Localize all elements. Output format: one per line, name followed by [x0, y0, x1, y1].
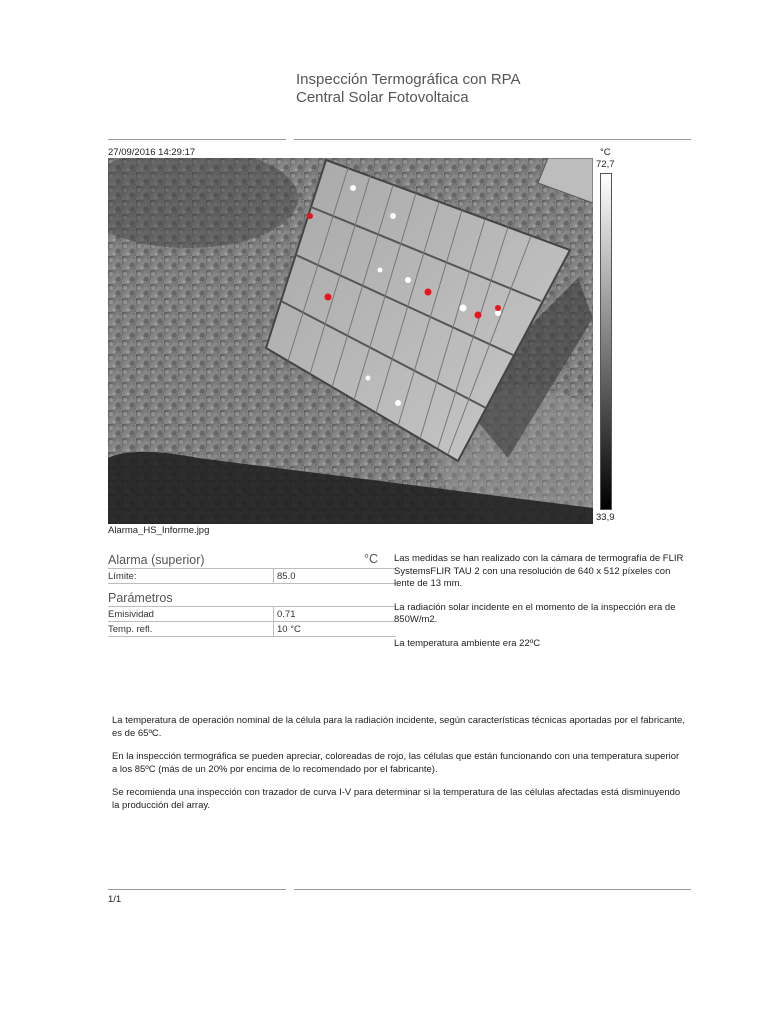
page-number: 1/1 [108, 894, 122, 905]
footer-rule-left [108, 889, 286, 890]
scale-unit: °C [600, 147, 611, 158]
alarm-limit-label: Límite: [108, 569, 274, 584]
table-row [108, 607, 396, 622]
hotspot-marker [307, 213, 313, 219]
parameters-heading: Parámetros [108, 591, 173, 605]
conclusions [112, 715, 687, 823]
refl-temp-value: 10 °C [274, 622, 397, 637]
note-camera: Las medidas se han realizado con la cámara de termografía de FLIR SystemsFLIR TAU 2 con una resolución de 640 x 512 píxeles con lente de 13 mm. [394, 553, 684, 589]
alarm-table [108, 568, 396, 584]
body-paragraph: En la inspección termográfica se pueden apreciar, coloreadas de rojo, las células que están funcionando con una temperatura superior a los 85ºC (más de un 20% por encima de lo recomendado por el fabricante). [112, 751, 680, 775]
report-subtitle: Central Solar Fotovoltaica [296, 89, 469, 106]
body-paragraph: La temperatura de operación nominal de la célula para la radiación incidente, según características técnicas aportadas por el fabricante, es de 65ºC. [112, 715, 685, 739]
alarm-heading: Alarma (superior) [108, 553, 205, 567]
measurement-notes [394, 553, 690, 661]
parameters-table [108, 606, 396, 637]
image-timestamp: 27/09/2016 14:29:17 [108, 147, 196, 158]
table-row [108, 569, 396, 584]
scale-min: 33,9 [596, 512, 615, 523]
temperature-scale-bar [600, 173, 612, 510]
scale-max: 72,7 [596, 159, 615, 170]
note-radiation: La radiación solar incidente en el momento de la inspección era de 850W/m2. [394, 601, 676, 625]
hotspot-marker [495, 305, 501, 311]
alarm-limit-value: 85.0 [274, 569, 397, 584]
hotspot-marker [325, 294, 332, 301]
hotspot-marker [425, 289, 432, 296]
hotspot-marker [475, 312, 482, 319]
thermal-image [108, 158, 593, 524]
report-title: Inspección Termográfica con RPA [296, 71, 521, 88]
emissivity-label: Emisividad [108, 607, 274, 622]
body-paragraph: Se recomienda una inspección con trazador de curva I-V para determinar si la temperatura de las células afectadas está disminuyendo la producción del array. [112, 787, 681, 811]
note-ambient: La temperatura ambiente era 22ºC [394, 637, 541, 649]
emissivity-value: 0.71 [274, 607, 397, 622]
header-rule-right [294, 139, 691, 140]
footer-rule-right [294, 889, 691, 890]
image-filename: Alarma_HS_Informe.jpg [108, 525, 210, 536]
alarm-unit: °C [364, 552, 379, 566]
refl-temp-label: Temp. refl. [108, 622, 274, 637]
table-row [108, 622, 396, 637]
header-rule-left [108, 139, 286, 140]
